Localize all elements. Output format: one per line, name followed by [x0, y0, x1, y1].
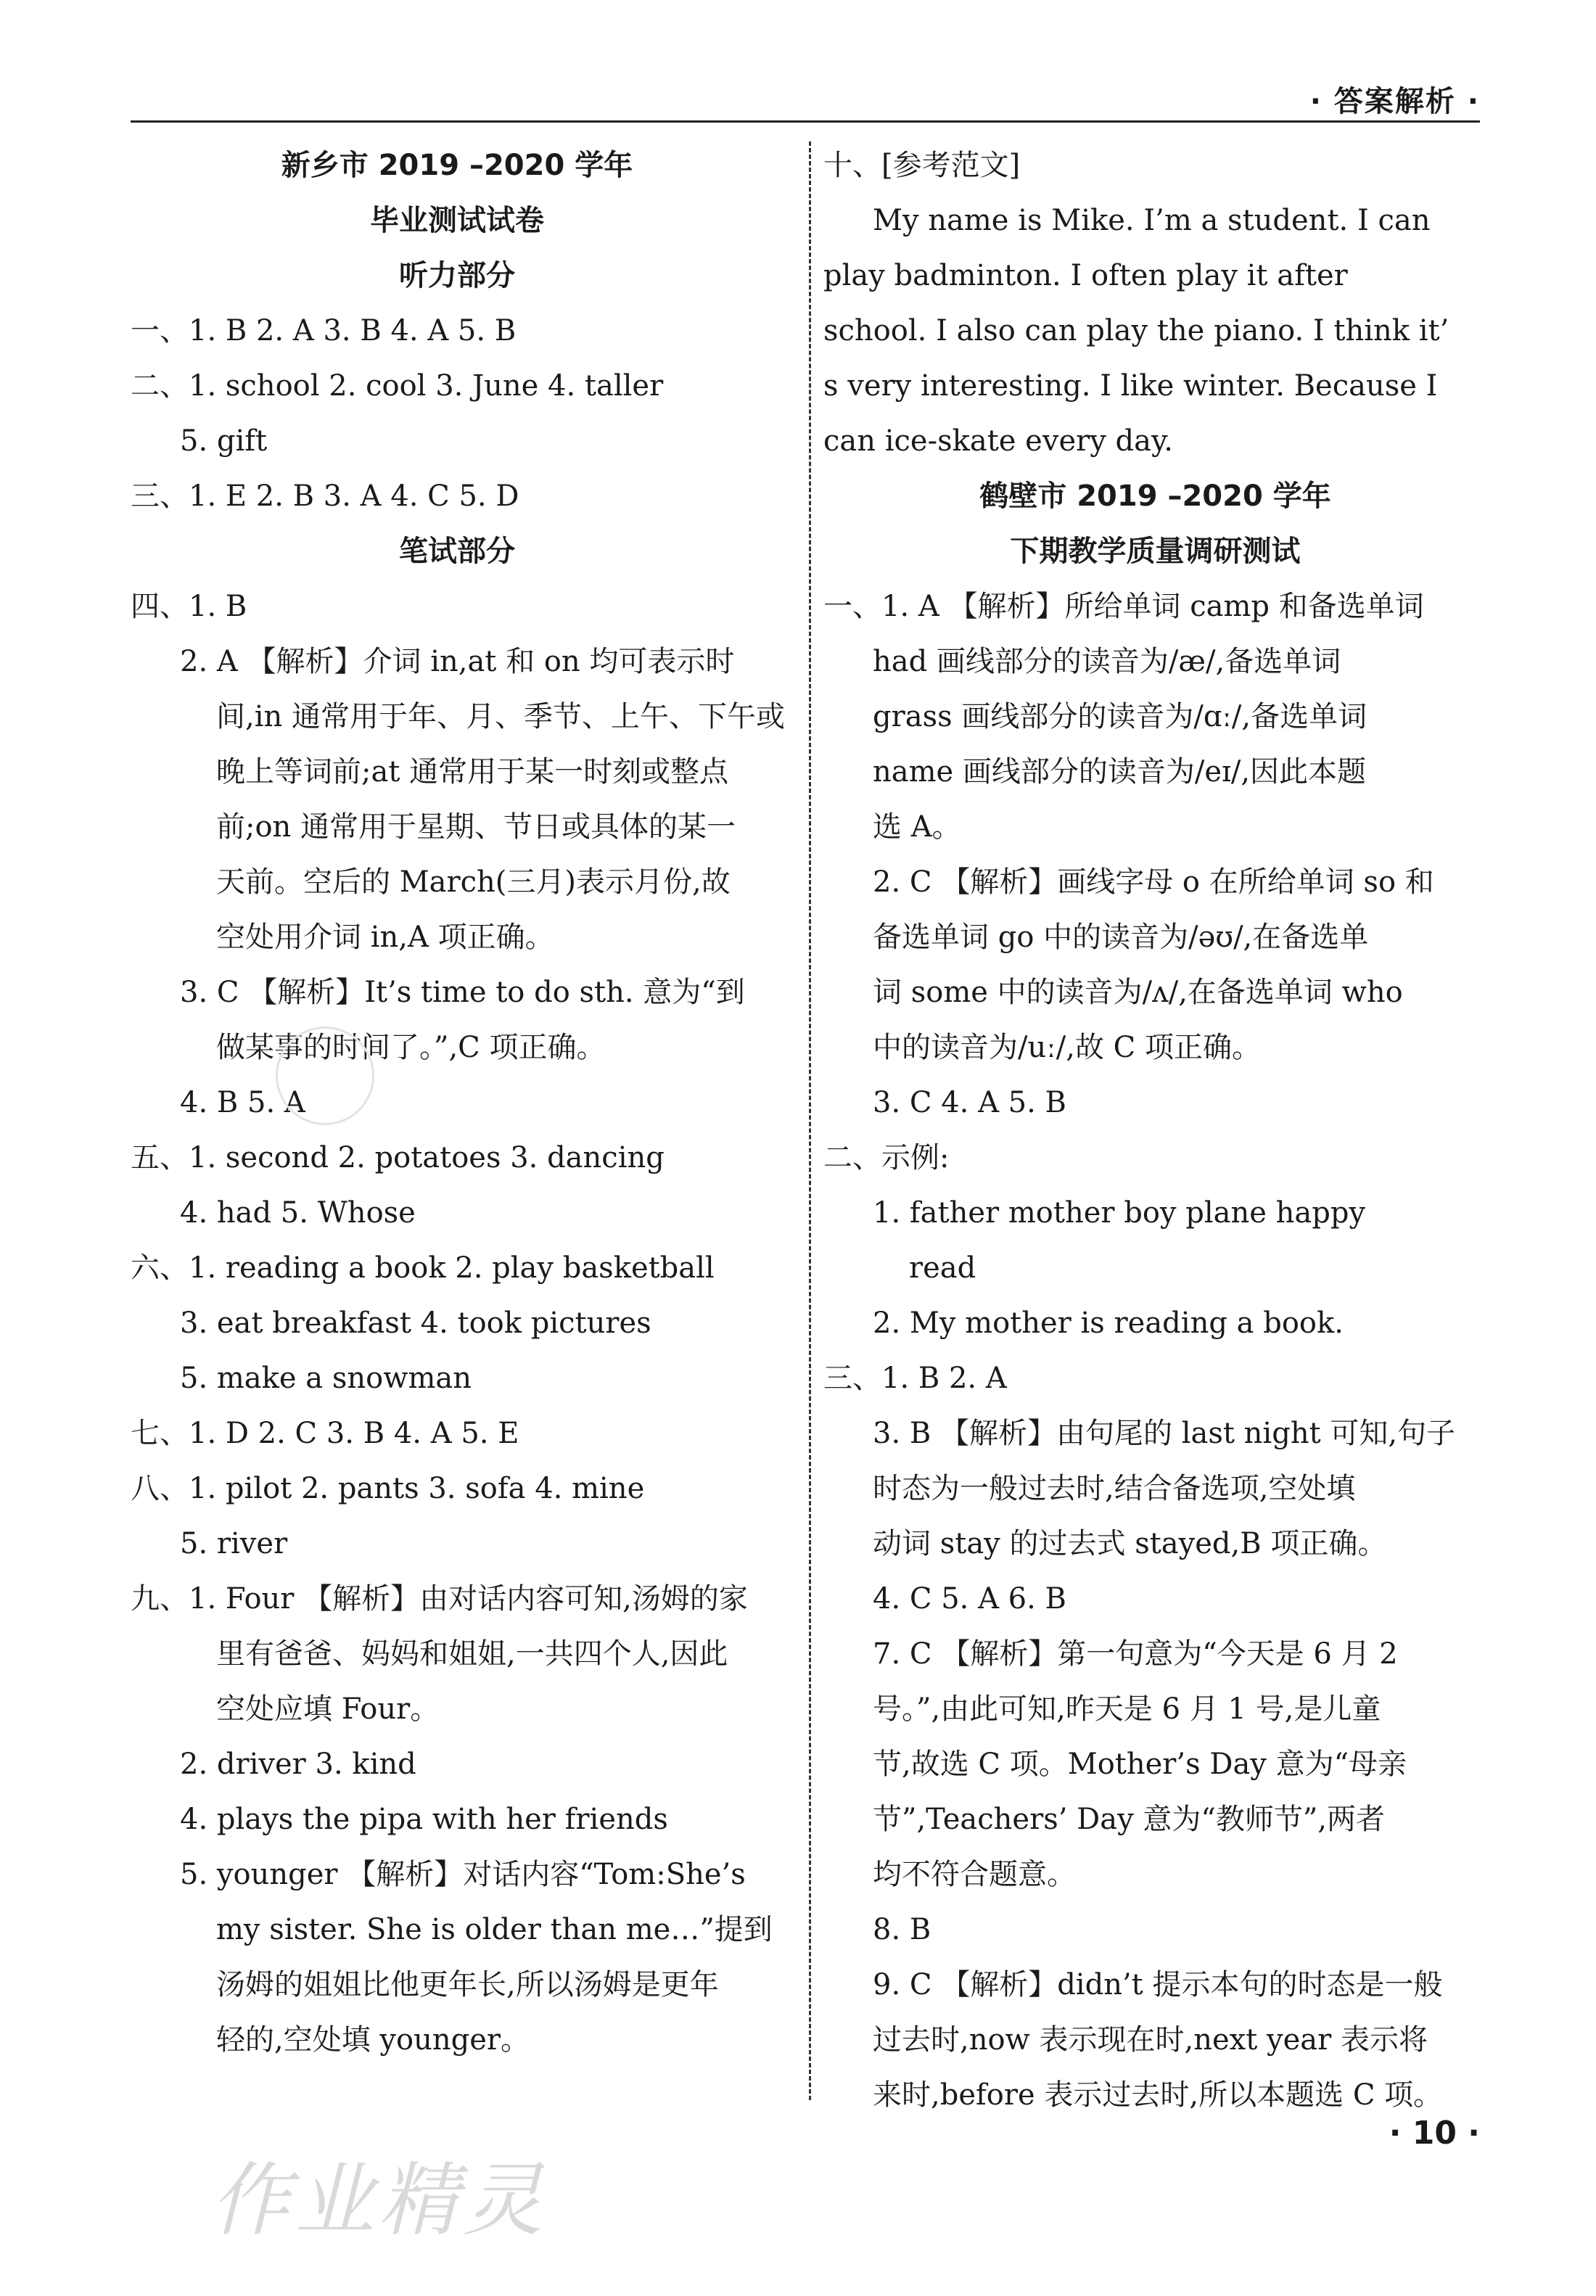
text-line: 5. river	[180, 1527, 288, 1560]
column-divider	[809, 141, 811, 2100]
text-line: 5. make a snowman	[180, 1362, 472, 1395]
text-line: 动词 stay 的过去式 stayed,B 项正确。	[873, 1527, 1387, 1560]
text-line: 均不符合题意。	[873, 1858, 1076, 1891]
text-line: 天前。空后的 March(三月)表示月份,故	[216, 865, 731, 899]
text-line: 六、1. reading a book 2. play basketball	[131, 1251, 715, 1285]
text-line: 前;on 通常用于星期、节日或具体的某一	[216, 810, 736, 844]
text-line: 一、1. A 【解析】所给单词 camp 和备选单词	[823, 590, 1424, 623]
text-line: 鹤壁市 2019 –2020 学年	[979, 480, 1331, 513]
text-line: grass 画线部分的读音为/ɑː/,备选单词	[873, 700, 1367, 733]
text-line: 词 some 中的读音为/ʌ/,在备选单词 who	[873, 976, 1403, 1009]
text-line: 空处应填 Four。	[216, 1692, 440, 1726]
text-line: 5. younger 【解析】对话内容“Tom:She’s	[180, 1858, 746, 1891]
text-line: 4. C 5. A 6. B	[873, 1582, 1066, 1616]
text-line: 3. eat breakfast 4. took pictures	[180, 1307, 651, 1340]
text-line: 节”,Teachers’ Day 意为“教师节”,两者	[873, 1803, 1386, 1836]
text-line: school. I also can play the piano. I think it’	[823, 314, 1449, 347]
text-line: 2. A 【解析】介词 in,at 和 on 均可表示时	[180, 645, 735, 678]
text-line: 笔试部分	[399, 535, 515, 568]
text-line: had 画线部分的读音为/æ/,备选单词	[873, 645, 1341, 678]
text-line: 间,in 通常用于年、月、季节、上午、下午或	[216, 700, 785, 733]
text-line: 节,故选 C 项。Mother’s Day 意为“母亲	[873, 1748, 1407, 1781]
text-line: 备选单词 go 中的读音为/əʊ/,在备选单	[873, 921, 1369, 954]
text-line: 二、示例:	[823, 1141, 950, 1174]
stamp-watermark-icon	[276, 1026, 374, 1125]
watermark: 作业精灵	[210, 2154, 547, 2247]
text-line: 8. B	[873, 1913, 931, 1946]
text-line: 5. gift	[180, 424, 268, 458]
text-line: can ice-skate every day.	[823, 424, 1174, 458]
text-line: 2. My mother is reading a book.	[873, 1307, 1344, 1340]
header-section-label: · 答案解析 ·	[1309, 85, 1480, 118]
text-line: 7. C 【解析】第一句意为“今天是 6 月 2	[873, 1637, 1398, 1671]
text-line: my sister. She is older than me…”提到	[216, 1913, 773, 1946]
text-line: 空处用介词 in,A 项正确。	[216, 921, 554, 954]
text-line: 五、1. second 2. potatoes 3. dancing	[131, 1141, 665, 1174]
text-line: 里有爸爸、妈妈和姐姐,一共四个人,因此	[216, 1637, 728, 1671]
text-line: 来时,before 表示过去时,所以本题选 C 项。	[873, 2078, 1443, 2112]
text-line: 2. C 【解析】画线字母 o 在所给单词 so 和	[873, 865, 1434, 899]
text-line: 汤姆的姐姐比他更年长,所以汤姆是更年	[216, 1968, 719, 2001]
left-column	[131, 138, 783, 2067]
text-line: 1. father mother boy plane happy	[873, 1196, 1366, 1230]
text-line: 九、1. Four 【解析】由对话内容可知,汤姆的家	[131, 1582, 748, 1616]
text-line: 4. plays the pipa with her friends	[180, 1803, 668, 1836]
right-column	[823, 138, 1487, 2123]
text-line: 9. C 【解析】didn’t 提示本句的时态是一般	[873, 1968, 1443, 2001]
text-line: 做某事的时间了。”,C 项正确。	[216, 1031, 606, 1064]
text-line: s very interesting. I like winter. Because I	[823, 369, 1438, 403]
text-line: 听力部分	[399, 259, 515, 292]
text-line: 时态为一般过去时,结合备选项,空处填	[873, 1472, 1356, 1505]
text-line: 3. C 4. A 5. B	[873, 1086, 1066, 1119]
text-line: 2. driver 3. kind	[180, 1748, 416, 1781]
text-line: 三、1. B 2. A	[823, 1362, 1007, 1395]
text-line: 新乡市 2019 –2020 学年	[281, 149, 633, 182]
text-line: 十、[参考范文]	[823, 149, 1021, 182]
text-line: 毕业测试试卷	[370, 204, 544, 237]
text-line: 4. B 5. A	[180, 1086, 305, 1119]
text-line: 七、1. D 2. C 3. B 4. A 5. E	[131, 1417, 519, 1450]
text-line: 过去时,now 表示现在时,next year 表示将	[873, 2023, 1428, 2057]
text-line: name 画线部分的读音为/eɪ/,因此本题	[873, 755, 1367, 789]
text-line: play badminton. I often play it after	[823, 259, 1348, 292]
text-line: read	[909, 1251, 976, 1285]
text-line: 选 A。	[873, 810, 961, 844]
text-line: 轻的,空处填 younger。	[216, 2023, 530, 2057]
text-line: 中的读音为/uː/,故 C 项正确。	[873, 1031, 1261, 1064]
page-number: · 10 ·	[1389, 2115, 1480, 2152]
text-line: 3. C 【解析】It’s time to do sth. 意为“到	[180, 976, 745, 1009]
text-line: 下期教学质量调研测试	[1010, 535, 1301, 568]
text-line: 4. had 5. Whose	[180, 1196, 416, 1230]
text-line: 二、1. school 2. cool 3. June 4. taller	[131, 369, 664, 403]
text-line: 一、1. B 2. A 3. B 4. A 5. B	[131, 314, 517, 347]
header-rule	[131, 120, 1480, 123]
text-line: My name is Mike. I’m a student. I can	[873, 204, 1431, 237]
text-line: 四、1. B	[131, 590, 247, 623]
text-line: 晚上等词前;at 通常用于某一时刻或整点	[216, 755, 729, 789]
text-line: 八、1. pilot 2. pants 3. sofa 4. mine	[131, 1472, 645, 1505]
text-line: 3. B 【解析】由句尾的 last night 可知,句子	[873, 1417, 1456, 1450]
text-line: 三、1. E 2. B 3. A 4. C 5. D	[131, 480, 519, 513]
text-line: 号。”,由此可知,昨天是 6 月 1 号,是儿童	[873, 1692, 1381, 1726]
